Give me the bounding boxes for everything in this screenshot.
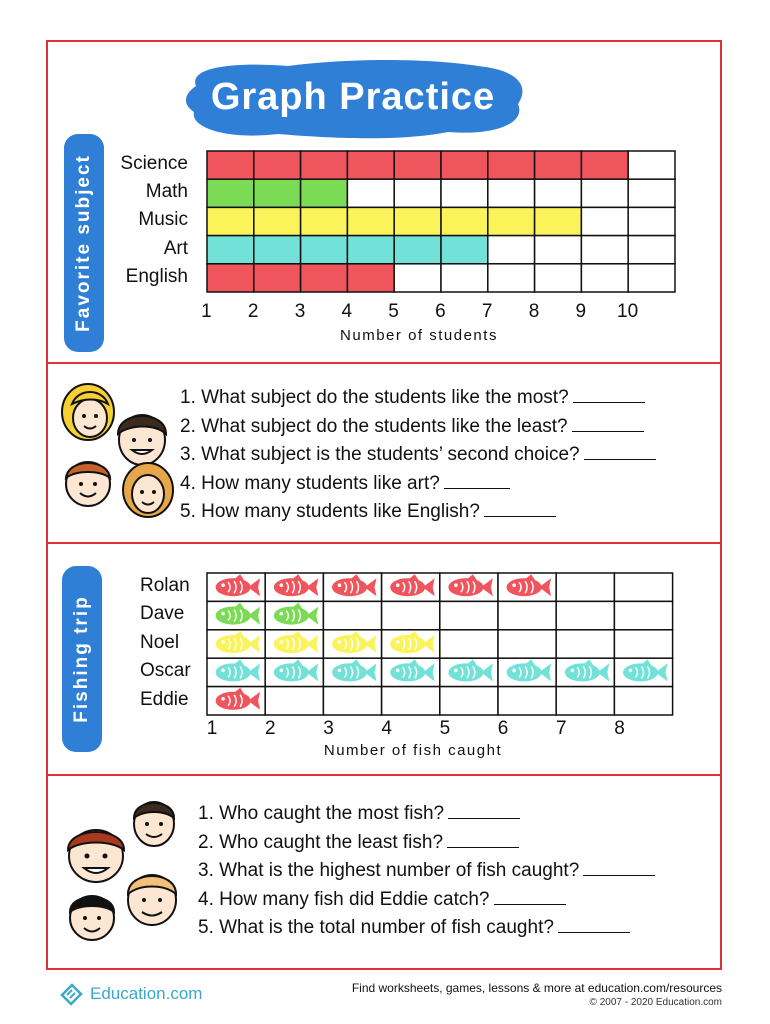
grid-cell xyxy=(556,573,614,601)
grid-cell xyxy=(614,687,672,715)
education-logo[interactable] xyxy=(56,979,202,1009)
answer-blank[interactable] xyxy=(494,888,566,905)
empty-cell xyxy=(581,179,628,207)
empty-cell xyxy=(581,207,628,235)
empty-cell xyxy=(581,264,628,292)
bar-cell-math xyxy=(207,179,254,207)
red-hair-boy-face-icon xyxy=(68,830,124,882)
boys-faces-illustration xyxy=(60,798,182,948)
row-label-science: Science xyxy=(120,153,188,174)
footer-tagline[interactable]: Find worksheets, games, lessons & more at education.com/resources xyxy=(351,981,722,995)
question-1 xyxy=(198,802,520,825)
bar-cell-science xyxy=(207,151,254,179)
x-tick-label: 2 xyxy=(247,301,259,322)
row-label-art: Art xyxy=(163,237,188,259)
row-label-oscar: Oscar xyxy=(140,660,191,682)
bar-cell-art xyxy=(301,236,348,264)
empty-cell xyxy=(581,236,628,264)
question-5 xyxy=(198,916,630,939)
answer-blank[interactable] xyxy=(484,500,556,517)
question-text: 1. Who caught the most fish? xyxy=(198,803,445,824)
bar-cell-science xyxy=(581,151,628,179)
question-5 xyxy=(180,500,556,523)
x-tick-label: 4 xyxy=(381,718,392,739)
question-text: 5. What is the total number of fish caught? xyxy=(198,917,554,938)
grid-cell xyxy=(498,687,556,715)
bar-cell-art xyxy=(347,236,394,264)
question-text: 5. How many students like English? xyxy=(180,501,480,522)
bar-cell-music xyxy=(254,207,301,235)
x-tick-label: 4 xyxy=(341,301,353,322)
answer-blank[interactable] xyxy=(583,859,655,876)
bar-cell-science xyxy=(254,151,301,179)
row-label-eddie: Eddie xyxy=(140,688,189,710)
subject-bar-grid xyxy=(206,150,678,296)
empty-cell xyxy=(535,264,582,292)
footer-copyright: © 2007 - 2020 Education.com xyxy=(589,997,722,1008)
grid-cell xyxy=(614,573,672,601)
grid-cell xyxy=(440,630,498,658)
x-tick-label: 10 xyxy=(617,301,639,322)
grid-cell xyxy=(265,687,323,715)
bar-cell-math xyxy=(254,179,301,207)
answer-blank[interactable] xyxy=(584,443,656,460)
question-text: 4. How many fish did Eddie catch? xyxy=(198,888,490,910)
subject-axis-title: Number of students xyxy=(340,327,498,344)
empty-cell xyxy=(347,179,394,207)
redhead-boy-face-icon xyxy=(66,462,110,506)
favorite-subject-label: Favorite subject xyxy=(64,134,104,352)
question-3 xyxy=(198,859,655,882)
girl-face-icon xyxy=(62,384,114,440)
grid-cell xyxy=(440,601,498,629)
blonde-girl-face-icon xyxy=(123,463,173,517)
question-4 xyxy=(198,888,566,911)
question-text: 3. What subject is the students’ second choice? xyxy=(180,444,580,465)
empty-cell xyxy=(535,236,582,264)
question-3 xyxy=(180,443,656,466)
x-tick-label: 3 xyxy=(323,718,334,739)
grid-cell xyxy=(556,601,614,629)
row-label-english: English xyxy=(125,265,188,287)
bar-cell-music xyxy=(394,207,441,235)
grid-cell xyxy=(382,687,440,715)
fishing-trip-label: Fishing trip xyxy=(62,566,102,752)
answer-blank[interactable] xyxy=(444,472,510,489)
education-logo-icon xyxy=(56,979,86,1009)
bar-cell-science xyxy=(347,151,394,179)
x-tick-label: 6 xyxy=(497,718,509,739)
x-tick-label: 9 xyxy=(575,301,587,322)
blond-boy-face-icon xyxy=(128,875,176,925)
row-label-music: Music xyxy=(138,209,188,231)
row-label-noel: Noel xyxy=(140,631,180,653)
question-text: 3. What is the highest number of fish caught? xyxy=(198,860,580,881)
grid-cell xyxy=(556,630,614,658)
empty-cell xyxy=(628,179,675,207)
empty-cell xyxy=(628,236,675,264)
bar-cell-music xyxy=(535,207,582,235)
kids-faces-illustration xyxy=(58,378,178,520)
x-tick-label: 7 xyxy=(481,301,493,322)
x-tick-label: 1 xyxy=(206,718,218,739)
bar-cell-english xyxy=(207,264,254,292)
page-title: Graph Practice xyxy=(210,76,496,118)
x-tick-label: 7 xyxy=(556,718,567,739)
footer xyxy=(352,981,722,1008)
title-banner xyxy=(178,56,528,142)
bar-cell-english xyxy=(254,264,301,292)
grid-cell xyxy=(556,687,614,715)
bar-cell-art xyxy=(441,236,488,264)
bar-cell-science xyxy=(441,151,488,179)
grid-cell xyxy=(498,630,556,658)
bar-cell-music xyxy=(207,207,254,235)
grid-cell xyxy=(614,601,672,629)
fish-pictograph-grid xyxy=(206,572,680,718)
grid-cell xyxy=(498,601,556,629)
bar-cell-math xyxy=(301,179,348,207)
boy-face-icon xyxy=(118,415,166,465)
answer-blank[interactable] xyxy=(573,386,645,403)
question-4 xyxy=(180,472,510,495)
grid-cell xyxy=(614,630,672,658)
empty-cell xyxy=(441,179,488,207)
empty-cell xyxy=(488,236,535,264)
question-text: 2. What subject do the students like the least? xyxy=(180,415,568,437)
empty-cell xyxy=(628,264,675,292)
bar-cell-music xyxy=(441,207,488,235)
bar-cell-science xyxy=(301,151,348,179)
bar-cell-science xyxy=(488,151,535,179)
bar-cell-science xyxy=(535,151,582,179)
question-text: 2. Who caught the least fish? xyxy=(198,831,444,853)
question-2 xyxy=(180,415,644,438)
empty-cell xyxy=(628,207,675,235)
question-text: 4. How many students like art? xyxy=(180,472,440,494)
subject-graph-panel xyxy=(46,40,722,364)
x-tick-label: 8 xyxy=(614,718,625,739)
bar-cell-art xyxy=(394,236,441,264)
question-2 xyxy=(198,831,519,854)
black-hair-boy-face-icon xyxy=(70,896,114,940)
fishing-graph-panel xyxy=(46,542,722,776)
bar-cell-art xyxy=(207,236,254,264)
empty-cell xyxy=(441,264,488,292)
x-tick-label: 2 xyxy=(265,718,276,739)
dark-hair-boy-face-icon xyxy=(134,802,174,846)
answer-blank[interactable] xyxy=(558,916,630,933)
empty-cell xyxy=(394,179,441,207)
x-tick-label: 5 xyxy=(388,301,399,322)
x-tick-label: 8 xyxy=(528,301,540,322)
x-tick-label: 5 xyxy=(439,718,451,739)
empty-cell xyxy=(488,179,535,207)
grid-cell xyxy=(323,601,381,629)
bar-cell-art xyxy=(254,236,301,264)
row-label-math: Math xyxy=(145,181,188,203)
question-text: 1. What subject do the students like the most? xyxy=(180,387,569,408)
x-tick-label: 6 xyxy=(435,301,446,322)
grid-cell xyxy=(440,687,498,715)
fish-questions-panel xyxy=(46,774,722,970)
answer-blank[interactable] xyxy=(448,802,520,819)
bar-cell-music xyxy=(488,207,535,235)
education-logo-text: Education.com xyxy=(90,984,203,1003)
answer-blank[interactable] xyxy=(572,415,644,432)
empty-cell xyxy=(628,151,675,179)
bar-cell-english xyxy=(301,264,348,292)
question-1 xyxy=(180,386,645,409)
empty-cell xyxy=(394,264,441,292)
bar-cell-science xyxy=(394,151,441,179)
x-tick-label: 3 xyxy=(294,301,306,322)
row-label-rolan: Rolan xyxy=(140,575,190,596)
bar-cell-music xyxy=(347,207,394,235)
empty-cell xyxy=(535,179,582,207)
grid-cell xyxy=(382,601,440,629)
grid-cell xyxy=(323,687,381,715)
bar-cell-music xyxy=(301,207,348,235)
subject-questions-panel xyxy=(46,362,722,544)
answer-blank[interactable] xyxy=(447,831,519,848)
fish-axis-title: Number of fish caught xyxy=(323,742,503,759)
row-label-dave: Dave xyxy=(140,603,185,625)
empty-cell xyxy=(488,264,535,292)
x-tick-label: 1 xyxy=(201,301,212,322)
bar-cell-english xyxy=(347,264,394,292)
